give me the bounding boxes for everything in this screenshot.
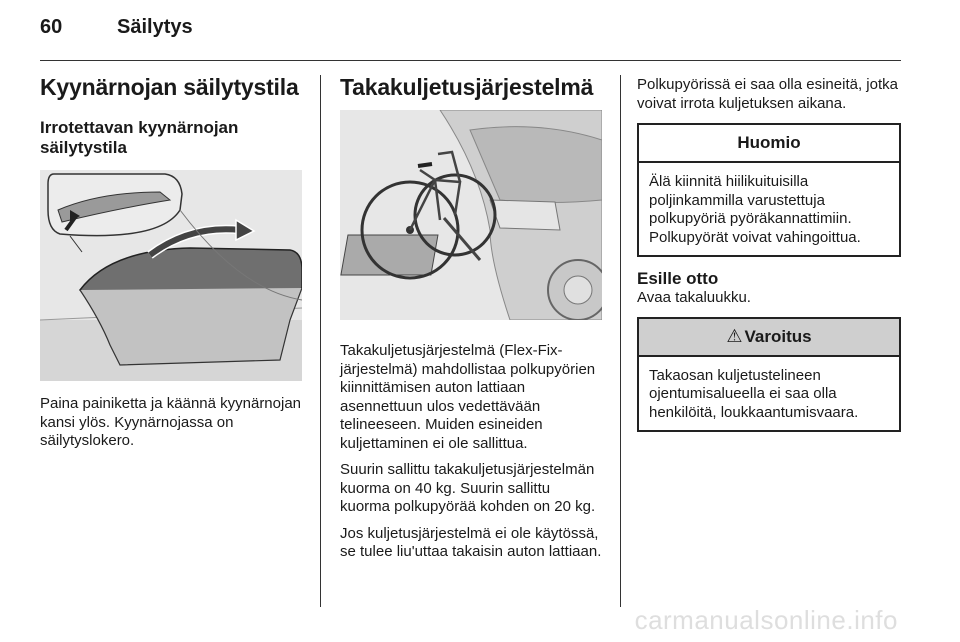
armrest-illustration (40, 170, 302, 381)
warning-box (637, 317, 901, 433)
bike-carrier-illustration (340, 110, 602, 320)
bike-intro-text: Polkupyörissä ei saa olla esineitä, jotka voivat irrota kuljetuksen aikana. (637, 76, 898, 112)
rear-carrier-para-1: Takakuljetusjärjestelmä (Flex-Fix-järjestelmä) mahdollistaa polkupyörien kiinnittämisen auton lattiaan asennettuun ulos vedettävään telineeseen. Muiden esineiden kuljettaminen ei ole sallittua. (340, 342, 596, 452)
column-divider (620, 75, 621, 607)
header-rule (40, 60, 901, 61)
armrest-column (40, 72, 302, 451)
armrest-body: Paina painiketta ja käännä kyynärnojan kansi ylös. Kyynärnojassa on säilytyslokero. (40, 395, 302, 449)
warning-text: Takaosan kuljetustelineen ojentumisalueella ei saa olla henkilöitä, loukkaantumisvaara. (649, 366, 859, 421)
notice-text: Älä kiinnitä hiilikuituisilla poljinkammilla varustettuja polkupyöriä pyöräkannattimiin. Polkupyörät voivat vahingoittua. (649, 173, 861, 246)
rear-carrier-column (340, 72, 602, 562)
page-header (40, 16, 193, 46)
warning-icon: ⚠ (726, 326, 743, 346)
rear-carrier-para-2: Suurin sallittu takakuljetusjärjestelmän kuorma on 40 kg. Suurin sallittu kuorma polkupyörää kohden on 20 kg. (340, 461, 596, 515)
armrest-drawing (40, 170, 302, 381)
removal-text: Avaa takaluukku. (637, 289, 751, 306)
rear-carrier-para-3: Jos kuljetusjärjestelmä ei ole käytössä, se tulee liu'uttaa takaisin auton lattiaan. (340, 524, 602, 560)
armrest-subheading: Irrotettavan kyynärnojan säilytystila (40, 118, 239, 157)
rear-carrier-heading: Takakuljetusjärjestelmä (340, 74, 594, 100)
section-title: Säilytys (117, 16, 193, 38)
warning-header (639, 319, 899, 357)
rear-carrier-continued-column (637, 72, 901, 432)
column-divider (320, 75, 321, 607)
bike-carrier-drawing (340, 110, 602, 320)
warning-title: Varoitus (744, 326, 812, 346)
notice-title: Huomio (639, 125, 899, 163)
watermark: carmanualsonline.info (634, 605, 898, 635)
armrest-heading: Kyynärnojan säilytystila (40, 74, 299, 100)
page-number: 60 (40, 16, 63, 38)
notice-box (637, 123, 901, 257)
removal-subheading: Esille otto (637, 269, 719, 288)
